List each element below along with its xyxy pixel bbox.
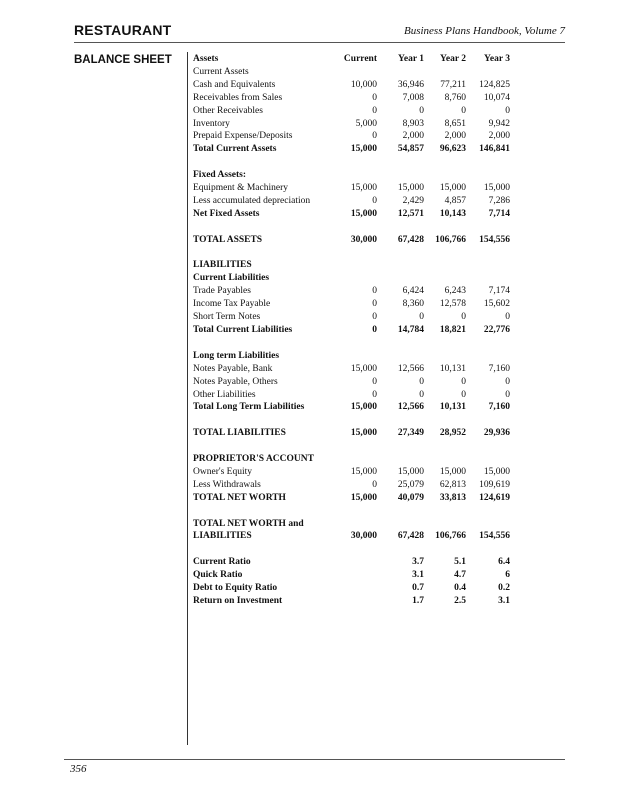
table-header-row bbox=[193, 53, 510, 66]
spacer-row bbox=[193, 414, 510, 427]
row-label: Equipment & Machinery bbox=[193, 183, 288, 194]
cell-value: 15,000 bbox=[350, 183, 377, 194]
cell-value: 12,566 bbox=[397, 402, 424, 413]
table-row bbox=[193, 92, 510, 105]
cell-value: 0 bbox=[372, 479, 377, 490]
cell-value bbox=[466, 259, 510, 272]
row-label: Trade Payables bbox=[193, 286, 251, 297]
cell-value: 15,000 bbox=[350, 363, 377, 374]
cell-value: 30,000 bbox=[350, 531, 377, 542]
cell-value: 14,784 bbox=[397, 324, 424, 335]
cell-value: 9,942 bbox=[488, 118, 510, 129]
cell-value: 15,000 bbox=[350, 492, 377, 503]
cell-value: 0 bbox=[372, 389, 377, 400]
table-row bbox=[193, 311, 510, 324]
cell-value: 5.1 bbox=[454, 557, 466, 568]
cell-value: 0 bbox=[505, 389, 510, 400]
cell-value: 40,079 bbox=[397, 492, 424, 503]
table-row bbox=[193, 389, 510, 402]
cell-value: 8,651 bbox=[444, 118, 466, 129]
cell-value bbox=[466, 66, 510, 79]
cell-value: 0 bbox=[419, 389, 424, 400]
row-label: Other Receivables bbox=[193, 105, 263, 116]
cell-value: 10,143 bbox=[439, 208, 466, 219]
cell-value: 54,857 bbox=[397, 144, 424, 155]
cell-value bbox=[377, 169, 424, 182]
row-label: Owner's Equity bbox=[193, 466, 252, 477]
table-row bbox=[193, 272, 510, 285]
cell-value: 36,946 bbox=[397, 79, 424, 90]
cell-value: 0 bbox=[419, 376, 424, 387]
cell-value: 1.7 bbox=[412, 595, 424, 606]
cell-value bbox=[338, 272, 377, 285]
cell-value: 154,556 bbox=[479, 234, 510, 245]
table-row bbox=[193, 259, 510, 272]
table-row bbox=[193, 324, 510, 337]
cell-value bbox=[377, 66, 424, 79]
cell-value: 22,776 bbox=[483, 324, 510, 335]
spacer-row bbox=[193, 156, 510, 169]
cell-value bbox=[377, 272, 424, 285]
cell-value: 0 bbox=[505, 105, 510, 116]
cell-value: 10,000 bbox=[350, 79, 377, 90]
table-row bbox=[193, 582, 510, 595]
cell-value bbox=[424, 350, 466, 363]
cell-value: 6,243 bbox=[444, 286, 466, 297]
table-row bbox=[193, 453, 510, 466]
cell-value bbox=[338, 569, 377, 582]
cell-value: 15,000 bbox=[439, 466, 466, 477]
cell-value: 28,952 bbox=[439, 428, 466, 439]
cell-value: 6 bbox=[505, 570, 510, 581]
row-label: Notes Payable, Others bbox=[193, 376, 278, 387]
cell-value: 67,428 bbox=[397, 531, 424, 542]
cell-value: 0 bbox=[372, 324, 377, 335]
column-header-year2: Year 2 bbox=[440, 54, 466, 64]
cell-value: 3.7 bbox=[412, 557, 424, 568]
cell-value bbox=[466, 272, 510, 285]
cell-value bbox=[424, 259, 466, 272]
cell-value: 6.4 bbox=[498, 557, 510, 568]
column-header-year3: Year 3 bbox=[484, 54, 510, 64]
row-label: TOTAL LIABILITIES bbox=[193, 428, 286, 439]
cell-value bbox=[338, 453, 377, 466]
table-row bbox=[193, 105, 510, 118]
cell-value: 15,000 bbox=[397, 183, 424, 194]
cell-value bbox=[338, 595, 377, 608]
cell-value: 0 bbox=[461, 376, 466, 387]
row-label: Less accumulated depreciation bbox=[193, 195, 311, 206]
spacer-row bbox=[193, 247, 510, 260]
cell-value: 0 bbox=[372, 92, 377, 103]
cell-value bbox=[338, 518, 377, 531]
cell-value: 5,000 bbox=[355, 118, 377, 129]
cell-value: 7,286 bbox=[488, 195, 510, 206]
cell-value: 77,211 bbox=[440, 79, 466, 90]
table-row bbox=[193, 182, 510, 195]
row-label: Fixed Assets: bbox=[193, 170, 247, 181]
cell-value: 0 bbox=[419, 312, 424, 323]
table-row bbox=[193, 350, 510, 363]
cell-value bbox=[424, 272, 466, 285]
cell-value: 2,000 bbox=[402, 131, 424, 142]
cell-value: 0 bbox=[461, 105, 466, 116]
row-label: Inventory bbox=[193, 118, 230, 129]
column-header-year1: Year 1 bbox=[398, 54, 424, 64]
row-label: Cash and Equivalents bbox=[193, 79, 276, 90]
cell-value: 15,000 bbox=[350, 466, 377, 477]
cell-value: 12,578 bbox=[439, 299, 466, 310]
cell-value: 0 bbox=[461, 312, 466, 323]
cell-value bbox=[466, 350, 510, 363]
cell-value: 0 bbox=[372, 376, 377, 387]
table-row bbox=[193, 79, 510, 92]
cell-value: 10,131 bbox=[439, 402, 466, 413]
cell-value: 15,000 bbox=[350, 208, 377, 219]
cell-value: 12,566 bbox=[397, 363, 424, 374]
cell-value: 18,821 bbox=[439, 324, 466, 335]
cell-value bbox=[338, 169, 377, 182]
row-label: Long term Liabilities bbox=[193, 350, 280, 361]
cell-value: 124,825 bbox=[479, 79, 510, 90]
cell-value: 27,349 bbox=[397, 428, 424, 439]
cell-value: 8,360 bbox=[402, 299, 424, 310]
cell-value bbox=[377, 350, 424, 363]
cell-value: 15,000 bbox=[439, 183, 466, 194]
row-label: LIABILITIES bbox=[193, 531, 252, 542]
cell-value bbox=[377, 453, 424, 466]
row-label: Total Current Assets bbox=[193, 144, 277, 155]
spacer-row bbox=[193, 221, 510, 234]
cell-value: 0 bbox=[372, 299, 377, 310]
cell-value: 4,857 bbox=[444, 195, 466, 206]
page-number: 356 bbox=[70, 763, 87, 775]
cell-value: 10,131 bbox=[439, 363, 466, 374]
table-row bbox=[193, 363, 510, 376]
table-row bbox=[193, 518, 510, 531]
row-label: Return on Investment bbox=[193, 595, 283, 606]
cell-value: 96,623 bbox=[439, 144, 466, 155]
row-label: PROPRIETOR'S ACCOUNT bbox=[193, 454, 314, 464]
cell-value: 0 bbox=[461, 389, 466, 400]
cell-value: 0.4 bbox=[454, 583, 466, 594]
cell-value: 146,841 bbox=[479, 144, 510, 155]
cell-value: 15,000 bbox=[350, 144, 377, 155]
cell-value: 7,160 bbox=[488, 402, 510, 413]
cell-value bbox=[338, 556, 377, 569]
cell-value: 7,008 bbox=[402, 92, 424, 103]
table-row bbox=[193, 401, 510, 414]
row-label: Current Liabilities bbox=[193, 273, 270, 284]
table-row bbox=[193, 285, 510, 298]
cell-value bbox=[377, 518, 424, 531]
cell-value: 8,903 bbox=[402, 118, 424, 129]
cell-value: 15,000 bbox=[350, 428, 377, 439]
cell-value: 33,813 bbox=[439, 492, 466, 503]
table-row bbox=[193, 556, 510, 569]
cell-value: 67,428 bbox=[397, 234, 424, 245]
row-label: Total Long Term Liabilities bbox=[193, 402, 305, 413]
column-header-assets: Assets bbox=[193, 54, 219, 64]
row-label: Receivables from Sales bbox=[193, 92, 283, 103]
running-head-title: RESTAURANT bbox=[74, 22, 172, 38]
row-label: Short Term Notes bbox=[193, 312, 261, 323]
row-label: Current Ratio bbox=[193, 557, 251, 568]
cell-value: 109,619 bbox=[479, 479, 510, 490]
balance-sheet-table bbox=[193, 53, 510, 608]
cell-value: 10,074 bbox=[483, 92, 510, 103]
table-row bbox=[193, 130, 510, 143]
cell-value: 106,766 bbox=[435, 234, 466, 245]
cell-value: 0 bbox=[505, 312, 510, 323]
row-label: Other Liabilities bbox=[193, 389, 256, 400]
cell-value: 106,766 bbox=[435, 531, 466, 542]
table-row bbox=[193, 466, 510, 479]
cell-value: 15,602 bbox=[483, 299, 510, 310]
cell-value: 0.2 bbox=[498, 583, 510, 594]
row-label: Less Withdrawals bbox=[193, 479, 261, 490]
row-label: Prepaid Expense/Deposits bbox=[193, 131, 293, 142]
cell-value: 7,160 bbox=[488, 363, 510, 374]
cell-value: 124,619 bbox=[479, 492, 510, 503]
cell-value bbox=[377, 259, 424, 272]
table-row bbox=[193, 143, 510, 156]
row-label: Net Fixed Assets bbox=[193, 208, 260, 219]
running-head-publication: Business Plans Handbook, Volume 7 bbox=[403, 25, 565, 37]
row-label: Income Tax Payable bbox=[193, 299, 271, 310]
cell-value: 0 bbox=[372, 105, 377, 116]
cell-value: 2,000 bbox=[444, 131, 466, 142]
table-row bbox=[193, 234, 510, 247]
cell-value: 0 bbox=[372, 312, 377, 323]
section-title: BALANCE SHEET bbox=[74, 54, 172, 66]
spacer-row bbox=[193, 337, 510, 350]
cell-value: 7,174 bbox=[488, 286, 510, 297]
table-row bbox=[193, 195, 510, 208]
cell-value bbox=[424, 453, 466, 466]
cell-value: 3.1 bbox=[412, 570, 424, 581]
spacer-row bbox=[193, 440, 510, 453]
table-row bbox=[193, 479, 510, 492]
cell-value: 8,760 bbox=[444, 92, 466, 103]
cell-value: 7,714 bbox=[488, 208, 510, 219]
cell-value: 62,813 bbox=[439, 479, 466, 490]
cell-value bbox=[338, 350, 377, 363]
table-row bbox=[193, 569, 510, 582]
row-label: TOTAL ASSETS bbox=[193, 234, 263, 245]
cell-value: 4.7 bbox=[454, 570, 466, 581]
spacer-row bbox=[193, 505, 510, 518]
cell-value: 29,936 bbox=[483, 428, 510, 439]
cell-value bbox=[424, 169, 466, 182]
cell-value: 6,424 bbox=[402, 286, 424, 297]
column-header-current: Current bbox=[343, 54, 377, 64]
table-row bbox=[193, 66, 510, 79]
cell-value: 0.7 bbox=[412, 583, 424, 594]
table-row bbox=[193, 595, 510, 608]
column-divider bbox=[187, 52, 188, 745]
cell-value bbox=[424, 66, 466, 79]
cell-value bbox=[338, 582, 377, 595]
cell-value: 3.1 bbox=[498, 595, 510, 606]
cell-value: 15,000 bbox=[350, 402, 377, 413]
table-row bbox=[193, 427, 510, 440]
row-label: Current Assets bbox=[193, 66, 249, 77]
cell-value: 0 bbox=[372, 286, 377, 297]
row-label: Notes Payable, Bank bbox=[193, 363, 273, 374]
row-label: Debt to Equity Ratio bbox=[193, 583, 278, 594]
row-label: Total Current Liabilities bbox=[193, 324, 293, 335]
table-row bbox=[193, 376, 510, 389]
cell-value bbox=[424, 518, 466, 531]
table-row bbox=[193, 208, 510, 221]
cell-value: 2,000 bbox=[488, 131, 510, 142]
cell-value: 2.5 bbox=[454, 595, 466, 606]
cell-value: 30,000 bbox=[350, 234, 377, 245]
row-label: Quick Ratio bbox=[193, 570, 243, 581]
spacer-row bbox=[193, 543, 510, 556]
cell-value: 0 bbox=[505, 376, 510, 387]
row-label: TOTAL NET WORTH and bbox=[193, 518, 304, 529]
cell-value: 154,556 bbox=[479, 531, 510, 542]
header-divider bbox=[74, 42, 565, 43]
row-label: LIABILITIES bbox=[193, 260, 252, 271]
cell-value bbox=[466, 169, 510, 182]
table-row bbox=[193, 298, 510, 311]
footer-divider bbox=[64, 759, 565, 760]
cell-value: 12,571 bbox=[397, 208, 424, 219]
cell-value: 15,000 bbox=[483, 183, 510, 194]
cell-value: 0 bbox=[372, 195, 377, 206]
row-label: TOTAL NET WORTH bbox=[193, 492, 286, 503]
cell-value bbox=[338, 66, 377, 79]
table-row bbox=[193, 118, 510, 131]
cell-value bbox=[466, 518, 510, 531]
cell-value: 15,000 bbox=[397, 466, 424, 477]
table-row bbox=[193, 530, 510, 543]
cell-value: 0 bbox=[419, 105, 424, 116]
cell-value bbox=[338, 259, 377, 272]
cell-value: 2,429 bbox=[402, 195, 424, 206]
table-row bbox=[193, 169, 510, 182]
cell-value: 15,000 bbox=[483, 466, 510, 477]
table-row bbox=[193, 492, 510, 505]
cell-value: 25,079 bbox=[397, 479, 424, 490]
cell-value bbox=[466, 453, 510, 466]
cell-value: 0 bbox=[372, 131, 377, 142]
